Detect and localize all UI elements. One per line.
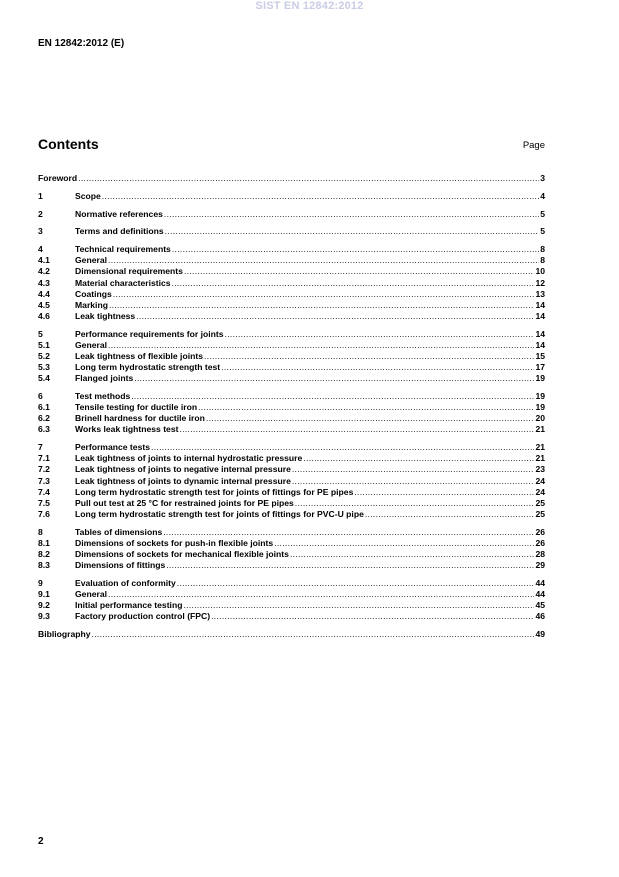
toc-entry[interactable] <box>38 628 545 639</box>
toc-entry-title: Bibliography <box>38 629 91 639</box>
toc-dot-leader <box>198 402 534 412</box>
toc-entry-title: Dimensions of fittings <box>75 560 166 571</box>
toc-dot-leader <box>151 442 534 452</box>
toc-entry-title: Long term hydrostatic strength test for joints of fittings for PE pipes <box>75 486 354 497</box>
toc-dot-leader <box>108 255 539 265</box>
page-number: 2 <box>38 836 44 847</box>
toc-dot-leader <box>136 311 534 321</box>
toc-entry[interactable] <box>38 537 545 548</box>
toc-dot-leader <box>163 527 534 537</box>
toc-entry-title: Marking <box>75 299 108 310</box>
toc-entry-title: Leak tightness of joints to internal hydrostatic pressure <box>75 453 303 464</box>
toc-dot-leader <box>172 244 539 254</box>
toc-entry-number: 4.3 <box>38 277 50 288</box>
toc-entry-title: Normative references <box>75 208 163 219</box>
toc-entry-number: 4.2 <box>38 266 50 277</box>
toc-entry-title: Leak tightness of flexible joints <box>75 350 203 361</box>
toc-entry[interactable] <box>38 412 545 423</box>
toc-entry[interactable] <box>38 486 545 497</box>
toc-entry-number: 7.2 <box>38 464 50 475</box>
toc-dot-leader <box>134 373 534 383</box>
toc-dot-leader <box>295 498 535 508</box>
toc-entry-page: 25 <box>535 497 545 508</box>
toc-entry-title: Evaluation of conformity <box>75 577 176 588</box>
toc-entry[interactable] <box>38 474 545 485</box>
toc-entry-number: 1 <box>38 190 43 201</box>
toc-entry-number: 5.1 <box>38 339 50 350</box>
toc-dot-leader <box>166 560 534 570</box>
toc-entry-number: 4.5 <box>38 299 50 310</box>
toc-entry-number: 4.4 <box>38 288 50 299</box>
toc-entry-page: 14 <box>535 310 545 321</box>
toc-entry-title: Performance tests <box>75 442 150 453</box>
toc-entry-page: 45 <box>535 600 545 611</box>
toc-entry-title: Material characteristics <box>75 277 171 288</box>
toc-dot-leader <box>365 509 535 519</box>
toc-dot-leader <box>172 278 535 288</box>
toc-entry-page: 25 <box>535 508 545 519</box>
toc-entry-number: 2 <box>38 208 43 219</box>
toc-entry[interactable] <box>38 599 545 610</box>
toc-entry-number: 8.1 <box>38 537 50 548</box>
toc-entry[interactable] <box>38 497 545 508</box>
toc-entry-page: 21 <box>535 442 545 453</box>
toc-dot-leader <box>292 464 535 474</box>
toc-entry-page: 28 <box>535 548 545 559</box>
toc-entry-number: 9.3 <box>38 611 50 622</box>
toc-entry-page: 44 <box>535 588 545 599</box>
toc-entry[interactable] <box>38 441 545 452</box>
toc-entry-title: Works leak tightness test <box>75 424 179 435</box>
toc-entry-number: 5.4 <box>38 373 50 384</box>
toc-entry[interactable] <box>38 190 545 201</box>
toc-entry-page: 13 <box>535 288 545 299</box>
toc-entry-page: 14 <box>535 339 545 350</box>
toc-entry-number: 4.6 <box>38 310 50 321</box>
toc-entry[interactable] <box>38 276 545 287</box>
toc-entry[interactable] <box>38 310 545 321</box>
toc-entry[interactable] <box>38 243 545 254</box>
toc-entry-page: 5 <box>540 226 545 237</box>
toc-entry[interactable] <box>38 588 545 599</box>
toc-dot-leader <box>92 629 535 639</box>
toc-entry[interactable] <box>38 361 545 372</box>
toc-entry-number: 8 <box>38 526 43 537</box>
toc-dot-leader <box>78 173 539 183</box>
toc-dot-leader <box>354 487 534 497</box>
toc-dot-leader <box>113 289 535 299</box>
toc-entry-title: Leak tightness of joints to dynamic internal pressure <box>75 475 291 486</box>
toc-entry-page: 8 <box>540 244 545 255</box>
toc-entry-page: 4 <box>540 190 545 201</box>
toc-entry[interactable] <box>38 372 545 383</box>
toc-entry[interactable] <box>38 610 545 621</box>
toc-entry[interactable] <box>38 265 545 276</box>
toc-entry-page: 5 <box>540 208 545 219</box>
toc-dot-leader <box>165 226 540 236</box>
toc-entry[interactable] <box>38 225 545 236</box>
toc-entry-title: Performance requirements for joints <box>75 328 224 339</box>
toc-entry-number: 7.6 <box>38 508 50 519</box>
toc-entry-number: 9.1 <box>38 588 50 599</box>
toc-entry-number: 7.1 <box>38 453 50 464</box>
toc-dot-leader <box>164 209 539 219</box>
toc-entry-number: 5.3 <box>38 362 50 373</box>
toc-entry-number: 6.1 <box>38 402 50 413</box>
toc-dot-leader <box>274 538 534 548</box>
toc-entry-page: 19 <box>535 390 545 401</box>
toc-entry-title: Pull out test at 25 °C for restrained joints for PE pipes <box>75 497 294 508</box>
toc-dot-leader <box>108 340 534 350</box>
toc-entry[interactable] <box>38 299 545 310</box>
toc-entry-page: 10 <box>535 266 545 277</box>
toc-dot-leader <box>183 600 534 610</box>
toc-entry-number: 9 <box>38 577 43 588</box>
toc-entry-number: 7.5 <box>38 497 50 508</box>
toc-entry[interactable] <box>38 548 545 559</box>
toc-entry-number: 6.3 <box>38 424 50 435</box>
toc-entry-number: 6.2 <box>38 413 50 424</box>
toc-entry-number: 8.2 <box>38 548 50 559</box>
toc-dot-leader <box>211 611 534 621</box>
toc-entry-title: General <box>75 255 108 266</box>
page-column-label: Page <box>522 140 545 151</box>
toc-entry-page: 14 <box>535 328 545 339</box>
toc-entry-number: 5.2 <box>38 350 50 361</box>
toc-entry-number: 8.3 <box>38 560 50 571</box>
toc-entry-number: 3 <box>38 226 43 237</box>
toc-entry-page: 21 <box>535 424 545 435</box>
toc-entry-number: 9.2 <box>38 600 50 611</box>
toc-entry[interactable] <box>38 559 545 570</box>
toc-dot-leader <box>290 549 534 559</box>
toc-dot-leader <box>206 413 535 423</box>
toc-entry[interactable] <box>38 339 545 350</box>
toc-entry-title: Initial performance testing <box>75 600 183 611</box>
toc-dot-leader <box>221 362 534 372</box>
toc-entry-title: Factory production control (FPC) <box>75 611 211 622</box>
toc-entry-number: 6 <box>38 390 43 401</box>
toc-entry[interactable] <box>38 254 545 265</box>
toc-entry-title: Brinell hardness for ductile iron <box>75 413 205 424</box>
toc-dot-leader <box>102 191 539 201</box>
toc-entry-number: 7.4 <box>38 486 50 497</box>
toc-entry-number: 4 <box>38 244 43 255</box>
document-id: EN 12842:2012 (E) <box>38 38 125 49</box>
toc-entry-title: Test methods <box>75 390 131 401</box>
toc-entry-page: 3 <box>540 173 545 184</box>
toc-entry-title: Terms and definitions <box>75 226 164 237</box>
toc-entry-title: Dimensions of sockets for push-in flexible joints <box>75 537 274 548</box>
table-of-contents <box>38 172 545 639</box>
toc-entry-page: 19 <box>535 373 545 384</box>
toc-entry-title: General <box>75 588 108 599</box>
toc-entry-page: 12 <box>535 277 545 288</box>
toc-entry[interactable] <box>38 390 545 401</box>
toc-dot-leader <box>108 589 534 599</box>
watermark: SIST EN 12842:2012 <box>255 0 364 12</box>
toc-entry-page: 46 <box>535 611 545 622</box>
toc-entry-title: General <box>75 339 108 350</box>
toc-entry-page: 24 <box>535 475 545 486</box>
toc-entry-number: 7.3 <box>38 475 50 486</box>
toc-entry-page: 19 <box>535 402 545 413</box>
toc-entry-title: Coatings <box>75 288 112 299</box>
toc-entry-title: Foreword <box>38 173 78 184</box>
toc-entry-page: 44 <box>535 577 545 588</box>
toc-entry-title: Leak tightness of joints to negative internal pressure <box>75 464 291 475</box>
toc-entry[interactable] <box>38 328 545 339</box>
toc-entry-number: 4.1 <box>38 255 50 266</box>
toc-dot-leader <box>225 329 535 339</box>
toc-entry[interactable] <box>38 577 545 588</box>
toc-entry-title: Leak tightness <box>75 310 136 321</box>
toc-dot-leader <box>303 453 534 463</box>
toc-dot-leader <box>177 578 535 588</box>
toc-entry-title: Tensile testing for ductile iron <box>75 402 198 413</box>
toc-entry-page: 26 <box>535 526 545 537</box>
toc-entry[interactable] <box>38 526 545 537</box>
toc-dot-leader <box>292 476 535 486</box>
toc-entry-page: 24 <box>535 486 545 497</box>
toc-entry[interactable] <box>38 172 545 183</box>
toc-entry[interactable] <box>38 423 545 434</box>
toc-dot-leader <box>131 391 534 401</box>
toc-entry-page: 21 <box>535 453 545 464</box>
toc-entry-page: 17 <box>535 362 545 373</box>
toc-entry-title: Long term hydrostatic strength test <box>75 362 221 373</box>
toc-entry[interactable] <box>38 401 545 412</box>
toc-entry[interactable] <box>38 207 545 218</box>
toc-entry-title: Flanged joints <box>75 373 134 384</box>
toc-entry-page: 29 <box>535 560 545 571</box>
toc-entry-title: Tables of dimensions <box>75 526 163 537</box>
toc-entry-page: 20 <box>535 413 545 424</box>
toc-entry-page: 23 <box>535 464 545 475</box>
toc-entry-title: Long term hydrostatic strength test for joints of fittings for PVC-U pipe <box>75 508 364 519</box>
toc-entry[interactable] <box>38 508 545 519</box>
toc-entry-page: 49 <box>535 629 545 639</box>
toc-dot-leader <box>184 266 535 276</box>
toc-entry[interactable] <box>38 350 545 361</box>
contents-heading: Contents <box>38 136 99 152</box>
toc-entry[interactable] <box>38 463 545 474</box>
toc-dot-leader <box>109 300 534 310</box>
toc-entry-number: 5 <box>38 328 43 339</box>
toc-entry-page: 15 <box>535 350 545 361</box>
toc-entry[interactable] <box>38 452 545 463</box>
toc-entry-page: 8 <box>540 255 545 266</box>
toc-entry-title: Dimensions of sockets for mechanical flexible joints <box>75 548 289 559</box>
toc-entry-page: 14 <box>535 299 545 310</box>
toc-entry-number: 7 <box>38 442 43 453</box>
toc-entry-title: Scope <box>75 190 101 201</box>
toc-dot-leader <box>204 351 534 361</box>
toc-entry-title: Dimensional requirements <box>75 266 183 277</box>
toc-entry[interactable] <box>38 288 545 299</box>
toc-entry-title: Technical requirements <box>75 244 171 255</box>
toc-dot-leader <box>179 424 534 434</box>
toc-entry-page: 26 <box>535 537 545 548</box>
